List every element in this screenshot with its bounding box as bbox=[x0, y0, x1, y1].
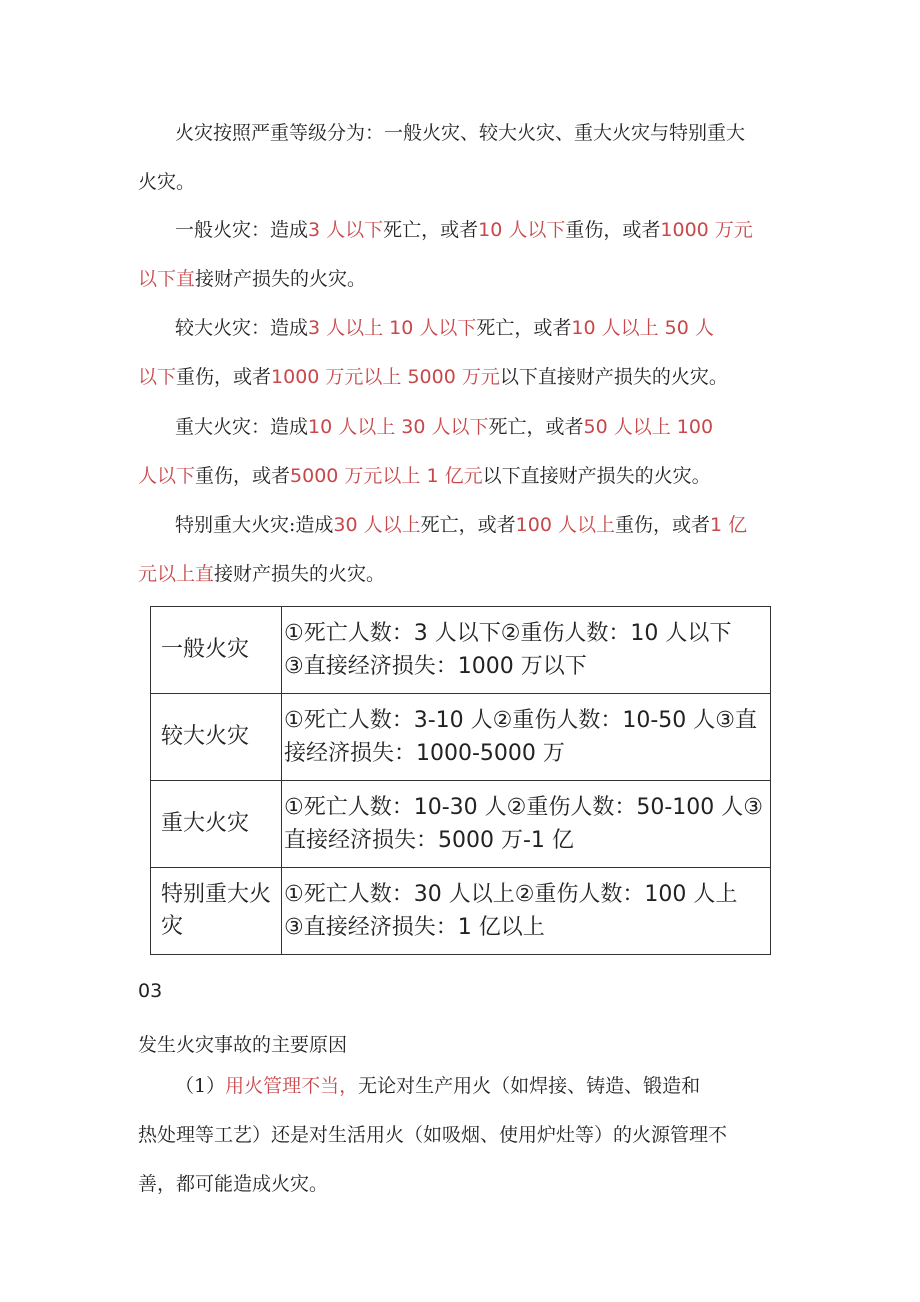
general-fire-paragraph bbox=[138, 206, 788, 304]
general-text-1: 死亡，或者 bbox=[383, 219, 479, 241]
table-row bbox=[151, 781, 771, 868]
general-deaths: 3 人以下 bbox=[308, 219, 384, 241]
criteria-line-2: 直接经济损失：5000 万-1 亿 bbox=[284, 828, 574, 853]
section-number: 03 bbox=[138, 980, 163, 1002]
cause-1-line-1 bbox=[138, 1062, 788, 1111]
larger-injuries: 10 人以上 50 人 bbox=[571, 317, 714, 339]
especially-text-1: 死亡，或者 bbox=[420, 514, 516, 536]
especially-line-1 bbox=[138, 501, 788, 550]
fire-level-table bbox=[150, 606, 771, 955]
especially-label: 特别重大火灾:造成 bbox=[175, 514, 334, 536]
level-name-line-2: 灾 bbox=[161, 914, 184, 939]
larger-line-2 bbox=[138, 353, 788, 402]
especially-line-2 bbox=[138, 550, 788, 599]
general-loss: 1000 万元 bbox=[660, 219, 753, 241]
table-level-name: 一般火灾 bbox=[151, 607, 282, 694]
table-level-criteria bbox=[282, 607, 771, 694]
criteria-line-1: ①死亡人数：3 人以下②重伤人数：10 人以下 bbox=[284, 621, 732, 646]
table-level-name bbox=[151, 868, 282, 955]
table-level-name: 重大火灾 bbox=[151, 781, 282, 868]
general-loss-cont: 以下直 bbox=[138, 268, 196, 290]
especially-loss-cont: 元以上直 bbox=[138, 563, 215, 585]
larger-text-3: 以下直接财产损失的火灾。 bbox=[499, 366, 728, 388]
intro-line-1: 火灾按照严重等级分为：一般火灾、较大火灾、重大火灾与特别重大 bbox=[175, 122, 746, 144]
cause-1-paragraph bbox=[138, 1062, 788, 1209]
major-injuries-cont: 人以下 bbox=[138, 465, 196, 487]
table-row bbox=[151, 607, 771, 694]
major-loss: 5000 万元以上 1 亿元 bbox=[290, 465, 483, 487]
cause-1-number: （1） bbox=[175, 1075, 226, 1097]
especially-loss: 1 亿 bbox=[709, 514, 748, 536]
table-level-criteria bbox=[282, 781, 771, 868]
larger-deaths: 3 人以上 10 人以下 bbox=[308, 317, 477, 339]
criteria-line-1: ①死亡人数：3-10 人②重伤人数：10-50 人③直 bbox=[284, 708, 758, 733]
especially-text-2: 重伤，或者 bbox=[614, 514, 710, 536]
larger-fire-paragraph bbox=[138, 304, 788, 402]
major-text-3: 以下直接财产损失的火灾。 bbox=[482, 465, 711, 487]
major-fire-paragraph bbox=[138, 403, 788, 501]
larger-injuries-cont: 以下 bbox=[138, 366, 177, 388]
cause-1-highlight: 用火管理不当， bbox=[225, 1075, 359, 1097]
general-line-1 bbox=[138, 206, 788, 255]
table-row bbox=[151, 694, 771, 781]
table-row bbox=[151, 868, 771, 955]
larger-loss: 1000 万元以上 5000 万元 bbox=[271, 366, 500, 388]
criteria-line-1: ①死亡人数：30 人以上②重伤人数：100 人上 bbox=[284, 882, 738, 907]
major-deaths: 10 人以上 30 人以下 bbox=[308, 416, 489, 438]
especially-text-3: 接财产损失的火灾。 bbox=[214, 563, 386, 585]
table-level-name: 较大火灾 bbox=[151, 694, 282, 781]
general-injuries: 10 人以下 bbox=[478, 219, 566, 241]
intro-paragraph bbox=[138, 109, 788, 207]
table-level-criteria bbox=[282, 694, 771, 781]
general-text-2: 重伤，或者 bbox=[565, 219, 661, 241]
major-line-2 bbox=[138, 452, 788, 501]
major-text-2: 重伤，或者 bbox=[195, 465, 291, 487]
cause-1-line-2: 热处理等工艺）还是对生活用火（如吸烟、使用炉灶等）的火源管理不 bbox=[138, 1124, 728, 1146]
major-text-1: 死亡，或者 bbox=[488, 416, 584, 438]
major-line-1 bbox=[138, 403, 788, 452]
criteria-line-1: ①死亡人数：10-30 人②重伤人数：50-100 人③ bbox=[284, 795, 764, 820]
especially-deaths: 30 人以上 bbox=[333, 514, 421, 536]
especially-major-fire-paragraph bbox=[138, 501, 788, 599]
larger-text-2: 重伤，或者 bbox=[176, 366, 272, 388]
level-name-line-1: 特别重大火 bbox=[161, 882, 272, 907]
general-line-2 bbox=[138, 255, 788, 304]
criteria-line-2: ③直接经济损失：1000 万以下 bbox=[284, 654, 587, 679]
table-level-criteria bbox=[282, 868, 771, 955]
especially-injuries: 100 人以上 bbox=[515, 514, 615, 536]
section-title: 发生火灾事故的主要原因 bbox=[138, 1034, 348, 1056]
general-text-3: 接财产损失的火灾。 bbox=[195, 268, 367, 290]
general-label: 一般火灾：造成 bbox=[175, 219, 309, 241]
larger-text-1: 死亡，或者 bbox=[476, 317, 572, 339]
criteria-line-2: ③直接经济损失：1 亿以上 bbox=[284, 915, 545, 940]
cause-1-text: 无论对生产用火（如焊接、铸造、锻造和 bbox=[358, 1075, 701, 1097]
cause-1-line-3: 善，都可能造成火灾。 bbox=[138, 1173, 329, 1195]
intro-line-2: 火灾。 bbox=[138, 171, 196, 193]
major-label: 重大火灾：造成 bbox=[175, 416, 309, 438]
larger-label: 较大火灾：造成 bbox=[175, 317, 309, 339]
criteria-line-2: 接经济损失：1000-5000 万 bbox=[284, 741, 565, 766]
major-injuries: 50 人以上 100 bbox=[583, 416, 714, 438]
larger-line-1 bbox=[138, 304, 788, 353]
